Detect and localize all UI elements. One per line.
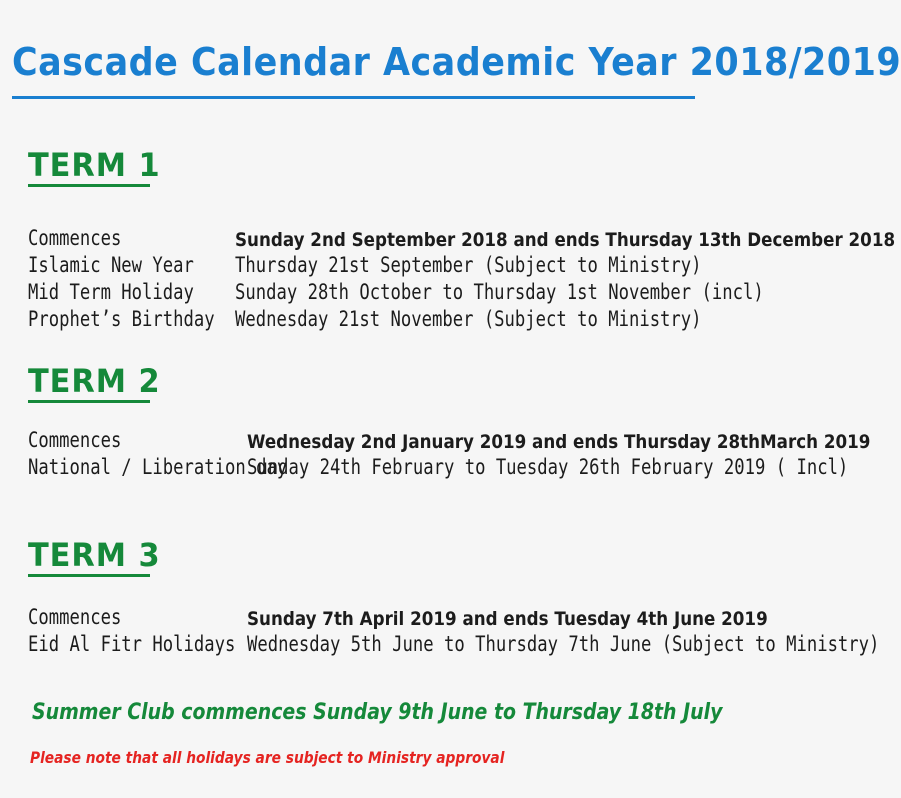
term-3-row-label: Eid Al Fitr Holidays <box>28 632 236 656</box>
term-1-row-label: Commences <box>28 226 122 250</box>
term-2-row-value: Wednesday 2nd January 2019 and ends Thursday 28thMarch 2019 <box>247 431 871 453</box>
term-1-row-value: Sunday 28th October to Thursday 1st November (incl) <box>235 280 764 304</box>
term-3-row-label: Commences <box>28 605 122 629</box>
term-3-row-value: Sunday 7th April 2019 and ends Tuesday 4th June 2019 <box>247 608 768 630</box>
term-2-row-label: Commences <box>28 428 122 452</box>
summer-club-notice: Summer Club commences Sunday 9th June to Thursday 18th July <box>32 700 723 725</box>
term-2-row-label: National / Liberation day <box>28 455 288 479</box>
ministry-approval-note: Please note that all holidays are subject to Ministry approval <box>30 748 505 767</box>
term-1-row-value: Thursday 21st September (Subject to Ministry) <box>235 253 702 277</box>
term-2-underline <box>28 400 150 403</box>
term-1-row-label: Prophet’s Birthday <box>28 307 215 331</box>
term-3-heading: TERM 3 <box>28 536 161 574</box>
term-3-row-value: Wednesday 5th June to Thursday 7th June (Subject to Ministry) <box>247 632 880 656</box>
title-underline <box>12 96 695 99</box>
term-1-row-value: Sunday 2nd September 2018 and ends Thursday 13th December 2018 <box>235 229 896 251</box>
term-2-heading: TERM 2 <box>28 362 161 400</box>
term-1-heading: TERM 1 <box>28 146 161 184</box>
term-1-row-label: Islamic New Year <box>28 253 194 277</box>
page-title: Cascade Calendar Academic Year 2018/2019 <box>12 40 901 84</box>
term-2-row-value: Sunday 24th February to Tuesday 26th February 2019 ( Incl) <box>247 455 849 479</box>
term-3-underline <box>28 574 150 577</box>
term-1-row-label: Mid Term Holiday <box>28 280 194 304</box>
term-1-row-value: Wednesday 21st November (Subject to Ministry) <box>235 307 702 331</box>
term-1-underline <box>28 184 150 187</box>
